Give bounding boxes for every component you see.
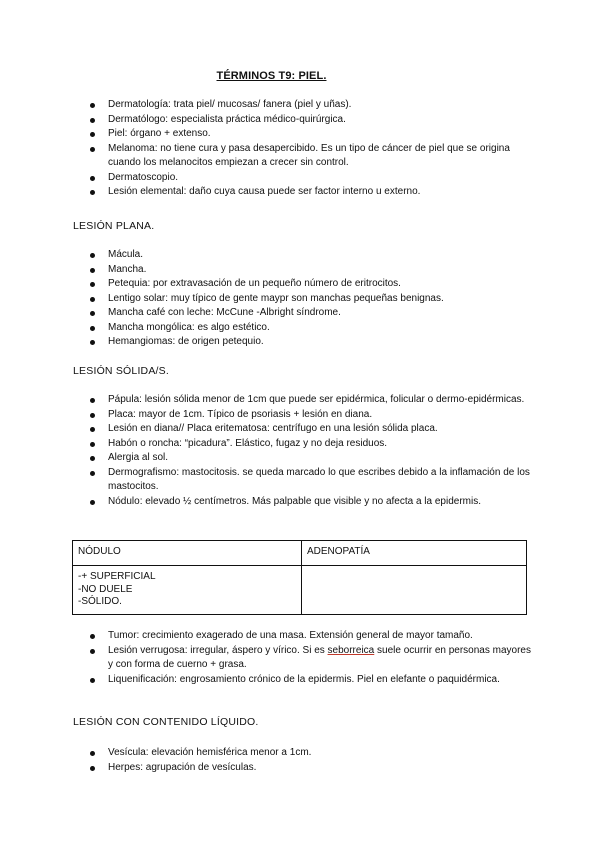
list-item: Liquenificación: engrosamiento crónico de la epidermis. Piel en elefante o paquidérmica. [0,673,600,688]
table-row [73,566,527,615]
comparison-table [72,540,527,615]
list-item: Lesión elemental: daño cuya causa puede ser factor interno u externo. [0,185,600,200]
list-item: Dermatoscopio. [0,171,600,186]
list-item: Habón o roncha: “picadura”. Elástico, fugaz y no deja residuos. [0,437,600,452]
plana-list [0,248,600,350]
table-cell-line: -SÓLIDO. [78,596,122,607]
list-item [0,644,600,673]
section-heading-plana: LESIÓN PLANA. [73,220,155,232]
list-item: Lesión en diana// Placa eritematosa: centrífugo en una lesión sólida placa. [0,422,600,437]
table-header-adenopatia: ADENOPATÍA [302,541,527,566]
list-item: Dermatología: trata piel/ mucosas/ fanera (piel y uñas). [0,98,600,113]
table-cell-nodulo [73,566,302,615]
document-title: TÉRMINOS T9: PIEL. [216,70,327,82]
table-cell-line: -NO DUELE [78,583,133,595]
list-item: Pápula: lesión sólida menor de 1cm que puede ser epidérmica, folicular o dermo-epidérmicas. [0,393,600,408]
intro-list [0,98,600,200]
list-item: Mancha mongólica: es algo estético. [0,321,600,336]
liquido-list [0,746,600,775]
underlined-term: seborreica [327,644,375,656]
table-header-nodulo: NÓDULO [73,541,302,566]
list-item: Petequia: por extravasación de un pequeño número de eritrocitos. [0,277,600,292]
table-cell-line: -+ SUPERFICIAL [78,571,156,582]
table-cell-adenopatia [302,566,527,615]
list-item: Dermatólogo: especialista práctica médico-quirúrgica. [0,113,600,128]
list-item: Dermografismo: mastocitosis. se queda marcado lo que escribes debido a la inflamación de los mastocitos. [0,466,600,495]
section-heading-solida: LESIÓN SÓLIDA/S. [73,365,169,377]
list-item: Mancha café con leche: McCune -Albright síndrome. [0,306,600,321]
list-item: Lentigo solar: muy típico de gente maypr son manchas pequeñas benignas. [0,292,600,307]
solida-list [0,393,600,509]
list-item-text: suele ocurrir en personas mayores y con forma de cuerno + grasa. [108,644,531,670]
list-item: Vesícula: elevación hemisférica menor a 1cm. [0,746,600,761]
list-item: Mácula. [0,248,600,263]
list-item: Piel: órgano + extenso. [0,127,600,142]
list-item: Tumor: crecimiento exagerado de una masa. Extensión general de mayor tamaño. [0,629,600,644]
after-table-list [0,629,600,687]
list-item: Melanoma: no tiene cura y pasa desapercibido. Es un tipo de cáncer de piel que se origina cuando los melanocitos empiezan a crecer sin control. [0,142,600,171]
list-item: Herpes: agrupación de vesículas. [0,761,600,776]
list-item: Placa: mayor de 1cm. Típico de psoriasis + lesión en diana. [0,408,600,423]
list-item: Nódulo: elevado ½ centímetros. Más palpable que visible y no afecta a la epidermis. [0,495,600,510]
list-item: Hemangiomas: de origen petequio. [0,335,600,350]
list-item-text: Lesión verrugosa: irregular, áspero y vírico. Si es [108,644,328,656]
list-item: Mancha. [0,263,600,278]
section-heading-liquido: LESIÓN CON CONTENIDO LÍQUIDO. [73,716,259,728]
table-header-row [73,541,527,566]
list-item: Alergia al sol. [0,451,600,466]
